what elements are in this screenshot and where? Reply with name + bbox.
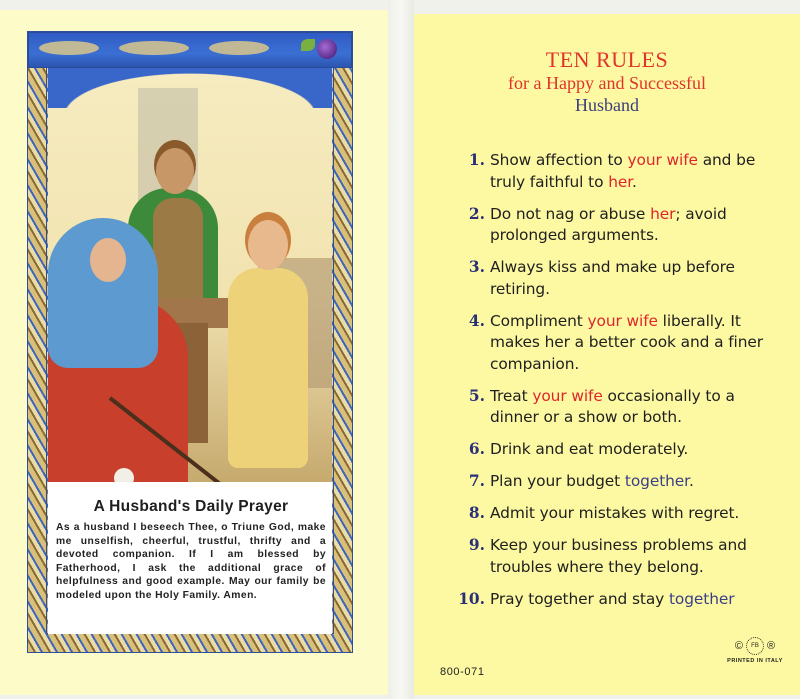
printed-in-label: PRINTED IN ITALY	[727, 658, 783, 664]
rule-number: 2.	[468, 204, 485, 223]
registered-icon: ®	[767, 640, 776, 652]
rule-number: 7.	[468, 472, 485, 490]
publisher-mark	[720, 637, 790, 664]
card-gap	[388, 0, 414, 699]
rule-text-segment: .	[632, 172, 637, 191]
highlighted-phrase: your wife	[627, 151, 698, 169]
rule-text	[490, 311, 788, 376]
highlighted-phrase: your wife	[587, 311, 658, 330]
rules-heading	[414, 48, 800, 116]
highlighted-phrase: her	[650, 204, 676, 223]
child-jesus-figure	[228, 268, 308, 468]
rule-item	[458, 150, 788, 193]
rule-number: 6.	[468, 440, 485, 458]
rule-text-segment: Admit your mistakes with regret.	[490, 504, 740, 522]
ornate-frame-top	[28, 32, 352, 68]
rule-item	[458, 204, 788, 247]
mary-face	[90, 238, 126, 282]
rules-title-line2: for a Happy and Successful	[508, 73, 706, 93]
rule-number: 8.	[468, 504, 485, 522]
rule-number: 5.	[468, 386, 485, 405]
rule-text-segment: Always kiss and make up before retiring.	[490, 258, 735, 298]
rule-text-segment: Drink and eat moderately.	[490, 440, 689, 458]
rule-text-segment: liberally. It makes her a better cook and a finer companion.	[490, 311, 763, 373]
vine-leaf-icon	[301, 39, 315, 51]
rule-item	[458, 257, 788, 300]
highlighted-phrase: your wife	[532, 386, 603, 405]
rule-text-segment: Compliment	[490, 311, 588, 330]
highlighted-phrase: her	[608, 172, 633, 191]
rule-item	[458, 311, 788, 376]
rule-text	[490, 439, 788, 461]
rule-text-segment: Pray together and stay	[490, 589, 669, 608]
highlighted-phrase: together	[624, 472, 689, 490]
rule-item	[458, 439, 788, 461]
rule-text-segment: ; avoid prolonged arguments.	[490, 204, 727, 244]
gold-flourish-icon	[119, 41, 189, 55]
copyright-icon: ©	[734, 640, 743, 652]
rule-text	[490, 386, 788, 429]
rule-text	[490, 589, 788, 611]
rule-item	[458, 386, 788, 429]
gold-flourish-icon	[39, 41, 99, 55]
rule-item	[458, 503, 788, 525]
rule-item	[458, 589, 788, 611]
prayer-body: As a husband I beseech Thee, o Triune God, make me unselfish, cheerful, trustful, thrifty and a devoted companion. If I am blessed by Fatherhood, I ask the additional grace of helpfulness and good example. May our family be modeled upon the Holy Family. Amen.	[56, 522, 326, 601]
prayer-text-box	[48, 482, 332, 634]
rule-number: 10.	[458, 589, 485, 608]
rules-title-line3: Husband	[575, 95, 639, 115]
rule-number: 4.	[468, 311, 485, 330]
joseph-head	[156, 148, 194, 194]
publisher-seal-icon: FB	[746, 637, 764, 655]
rule-text	[490, 150, 788, 193]
rule-text	[490, 471, 788, 493]
rule-text	[490, 535, 788, 578]
prayer-title: A Husband's Daily Prayer	[93, 498, 289, 515]
rule-item	[458, 471, 788, 493]
holy-family-illustration	[48, 68, 332, 482]
yarn-ball	[114, 468, 134, 482]
rules-list	[458, 150, 788, 621]
rule-text	[490, 503, 788, 525]
rule-text-segment: Keep your business problems and troubles where they belong.	[490, 536, 747, 576]
rule-text	[490, 204, 788, 247]
product-code: 800-071	[440, 666, 485, 678]
rule-text	[490, 257, 788, 300]
rule-text-segment: and be truly faithful to	[490, 151, 756, 191]
gold-flourish-icon	[209, 41, 269, 55]
child-jesus-head	[248, 220, 288, 270]
rule-number: 3.	[468, 258, 485, 276]
rule-number: 9.	[468, 536, 485, 554]
rule-text-segment: occasionally to a dinner or a show or both.	[490, 386, 735, 426]
rule-item	[458, 535, 788, 578]
rule-number: 1.	[468, 151, 485, 169]
rule-text-segment: Show affection to	[490, 151, 628, 169]
highlighted-phrase: together	[668, 589, 735, 608]
rule-text-segment: .	[688, 472, 694, 490]
rule-text-segment: Plan your budget	[490, 472, 625, 490]
rules-title-line1: TEN RULES	[545, 47, 669, 72]
rule-text-segment: Do not nag or abuse	[490, 204, 651, 223]
grapes-icon	[317, 39, 337, 59]
rule-text-segment: Treat	[490, 386, 533, 405]
